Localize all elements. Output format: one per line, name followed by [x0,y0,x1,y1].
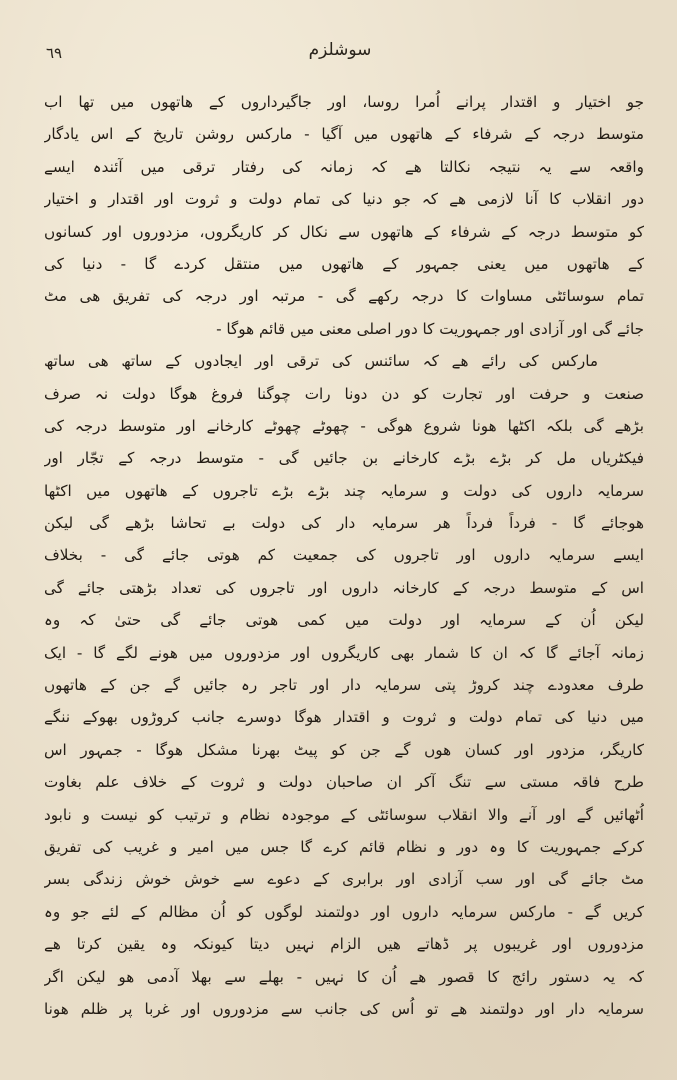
text-line: لیکن اُن کے سرمایہ اور دولت میں کمی ھوتی جائے گی حتیٰ کہ وہ [44,611,644,630]
text-line: مٹ جائے گی اور سب آزادی اور برابری کے دعوے سے خوش خوش زندگی بسر [44,870,644,889]
body-text [44,86,644,1025]
text-line: اُٹھائیں گے اور آنے والا انقلاب سوسائٹی کے موجودہ نظام و ترتیب کو نیست و نابود [44,805,644,824]
text-line: سرمایہ داروں کی دولت و سرمایہ چند بڑے بڑے تاجروں کے ھاتھوں میں اکٹھا [44,481,644,500]
text-line: مزدوروں اور غریبوں پر ڈھاتے ھیں الزام نہیں دیتا کیونکہ وہ یقین کرتا ھے [44,935,644,954]
text-line: سرمایہ دار اور دولتمند ھے تو اُس کی جانب سے مزدوروں اور غربا پر ظلم ھونا [44,999,644,1018]
text-line: میں دنیا کی تمام دولت و ثروت و اقتدار ھوگا دوسرے جانب کروڑوں بھوکے ننگے [44,708,644,727]
text-line: کاریگر، مزدور اور کسان ھوں گے جن کو پیٹ بھرنا مشکل ھوگا - جمہور اس [44,740,644,759]
text-line: فیکٹریاں مل کر بڑے بڑے کارخانے بن جائیں گی - متوسط درجہ کے تجّار اور [44,449,644,468]
text-line: کہ یہ دستور رائج کا قصور ھے اُن کا نہیں - بھلے سے بھلا آدمی ھو لیکن اگر [44,967,644,986]
text-line: متوسط درجہ کے شرفاء کے ھاتھوں میں آگیا - مارکس روشن تاریخ کے اس یادگار [44,125,644,144]
text-line: طرح فاقہ مستی سے تنگ آکر ان صاحبان دولت و ثروت کے خلاف علم بغاوت [44,773,644,792]
text-line: زمانہ آجائے گا کہ ان کا شمار بھی کاریگروں اور مزدوروں میں ھونے لگے گا - ایک [44,643,644,662]
text-line: دور انقلاب کا آنا لازمی ھے کہ جو دنیا کی تمام دولت و ثروت اور اقتدار و اختیار [44,190,644,209]
text-line: جو اختیار و اقتدار پرانے اُمرا روسا، اور جاگیرداروں کے ھاتھوں میں تھا اب [44,93,644,111]
text-line: ایسے سرمایہ داروں اور تاجروں کی جمعیت کم ھوتی جائے گی - بخلاف [44,546,644,565]
text-line: طرف معدودے چند کروڑ پتی سرمایہ دار اور تاجر رہ جائیں گے جن کے ھاتھوں [44,676,644,695]
page-number: ٦٩ [46,44,63,62]
text-line: تمام سوسائٹی مساوات کا درجہ رکھے گی - مرتبہ اور درجہ کی تفریق ھی مٹ [44,287,644,306]
text-line: کرکے جمہوریت کا وہ دور و نظام قائم کرے گا جس میں امیر و غریب کی تفریق [44,837,644,856]
text-line: ھوجائے گا - فرداً فرداً ھر سرمایہ دار کی دولت بے تحاشا بڑھے گی لیکن [44,514,644,533]
text-line: بڑھے گی بلکہ اکٹھا ھونا شروع ھوگی - چھوٹے چھوٹے کارخانے اور متوسط درجہ کی [44,416,644,435]
text-line: مارکس کی رائے ھے کہ سائنس کی ترقی اور ایجادوں کے ساتھ ھی ساتھ [44,352,598,371]
text-line: صنعت و حرفت اور تجارت کو دن دونا رات چوگنا فروغ ھوگا دولت نہ صرف [44,384,644,403]
text-line: کو متوسط درجہ کے شرفاء کے ھاتھوں سے نکال کر کاریگروں، مزدوروں اور کسانوں [44,222,644,241]
text-line: کے ھاتھوں میں یعنی جمہور کے ھاتھوں میں منتقل کردے گا - دنیا کی [44,254,644,273]
text-line: اس کے متوسط درجہ کے کارخانہ داروں اور تاجروں کی تعداد بڑھتی جائے گی [44,578,644,597]
text-line: جائے گی اور آزادی اور جمہوریت کا دور اصلی معنی میں قائم ھوگا - [216,319,644,338]
running-title: سوشلزم [308,40,372,60]
text-line: کریں گے - مارکس سرمایہ داروں اور دولتمند لوگوں کو اُن مظالم کے لئے جو وہ [44,902,644,921]
text-line: واقعہ سے یہ نتیجہ نکالتا ھے کہ زمانہ کی رفتار ترقی میں آئندہ ایسے [44,157,644,176]
